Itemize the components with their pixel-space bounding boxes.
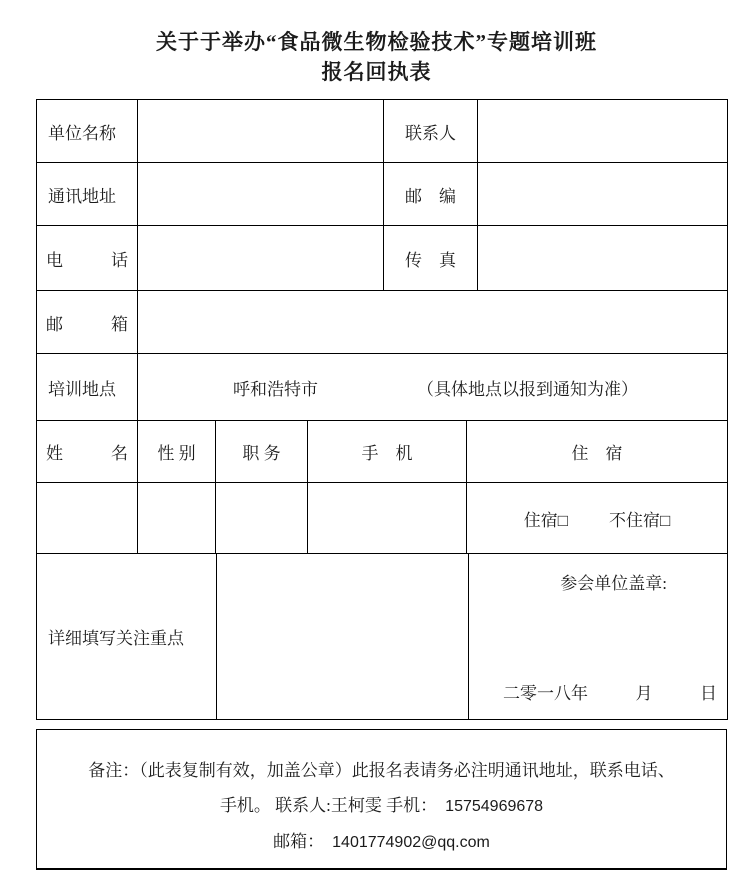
phone-label-left: 电 bbox=[46, 250, 63, 270]
phone-value-cell bbox=[138, 226, 384, 291]
venue-value-cell bbox=[138, 354, 728, 421]
fax-label: 传 真 bbox=[384, 226, 478, 291]
postcode-label: 邮 编 bbox=[384, 163, 478, 226]
lodging-options-cell bbox=[467, 483, 728, 554]
document-title bbox=[0, 27, 753, 87]
remark-box bbox=[36, 729, 727, 870]
lodging-no-checkbox: 不住宿□ bbox=[609, 510, 671, 530]
date-year: 二零一八年 bbox=[503, 684, 588, 703]
date-month: 月 bbox=[635, 684, 653, 703]
mobile-entry-cell bbox=[308, 483, 467, 554]
lodging-header: 住 宿 bbox=[467, 421, 728, 483]
contact-phone-number: 15754969678 bbox=[445, 798, 544, 815]
stamp-cell bbox=[469, 554, 728, 720]
unit-name-value-cell bbox=[138, 100, 384, 163]
row-address bbox=[37, 163, 728, 226]
title-line-1: 关于于举办“食品微生物检验技术”专题培训班 bbox=[156, 30, 597, 54]
venue-note: （具体地点以报到通知为准） bbox=[417, 379, 638, 399]
remark-line-2 bbox=[220, 796, 543, 817]
focus-label: 详细填写关注重点 bbox=[37, 554, 217, 720]
name-entry-cell bbox=[37, 483, 138, 554]
row-focus-stamp bbox=[37, 554, 728, 720]
stamp-label: 参会单位盖章: bbox=[560, 574, 667, 593]
address-value-cell bbox=[138, 163, 384, 226]
row-phone bbox=[37, 226, 728, 291]
row-attendee-headers bbox=[37, 421, 728, 483]
phone-label bbox=[37, 226, 138, 291]
date-line bbox=[469, 679, 727, 719]
remark-contact-text: 手机。 联系人:王柯雯 手机： bbox=[219, 796, 438, 815]
email-value-cell bbox=[138, 291, 728, 354]
contact-label: 联系人 bbox=[384, 100, 478, 163]
name-header-left: 姓 bbox=[46, 444, 63, 463]
row-venue bbox=[37, 354, 728, 421]
row-unit-name bbox=[37, 100, 728, 163]
focus-value-cell bbox=[217, 554, 469, 720]
name-header-right: 名 bbox=[111, 444, 128, 463]
remark-email-label: 邮箱： bbox=[273, 832, 325, 851]
email-label-right: 箱 bbox=[111, 314, 128, 334]
mobile-header: 手 机 bbox=[308, 421, 467, 483]
address-label: 通讯地址 bbox=[37, 163, 138, 226]
venue-city: 呼和浩特市 bbox=[233, 379, 318, 399]
registration-table bbox=[36, 99, 728, 720]
postcode-value-cell bbox=[478, 163, 728, 226]
remark-line-1: 备注：（此表复制有效，加盖公章）此报名表请务必注明通讯地址，联系电话、 bbox=[88, 761, 675, 780]
email-label bbox=[37, 291, 138, 354]
phone-label-right: 话 bbox=[111, 250, 128, 270]
title-entry-cell bbox=[216, 483, 308, 554]
gender-entry-cell bbox=[138, 483, 216, 554]
title-line-2: 报名回执表 bbox=[321, 60, 432, 84]
email-label-left: 邮 bbox=[46, 314, 63, 334]
title-header: 职 务 bbox=[216, 421, 308, 483]
contact-value-cell bbox=[478, 100, 728, 163]
fax-value-cell bbox=[478, 226, 728, 291]
remark-line-3 bbox=[273, 832, 490, 853]
row-email bbox=[37, 291, 728, 354]
contact-email-address: 1401774902@qq.com bbox=[332, 834, 490, 851]
row-attendee-entry bbox=[37, 483, 728, 554]
unit-name-label: 单位名称 bbox=[37, 100, 138, 163]
venue-label: 培训地点 bbox=[37, 354, 138, 421]
gender-header: 性 别 bbox=[138, 421, 216, 483]
name-header bbox=[37, 421, 138, 483]
lodging-yes-checkbox: 住宿□ bbox=[523, 510, 568, 530]
date-day: 日 bbox=[700, 684, 717, 703]
